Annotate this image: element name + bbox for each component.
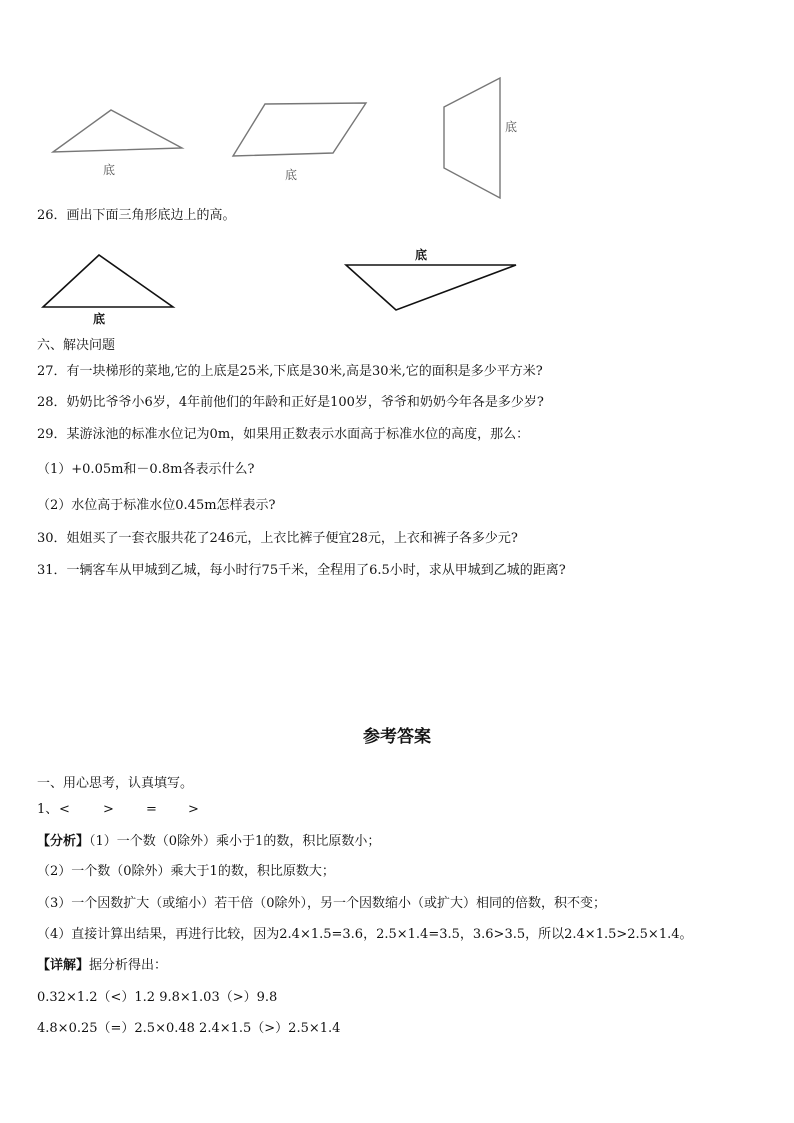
detail-tag: 【详解】 — [37, 958, 90, 973]
question-31: 31．一辆客车从甲城到乙城，每小时行75千米，全程用了6.5小时，求从甲城到乙城的距离? — [37, 563, 566, 578]
question-29-part-1: （1）+0.05m和－0.8m各表示什么? — [37, 462, 255, 477]
parallelogram-figure — [233, 103, 366, 156]
analysis-line-1 — [37, 834, 380, 850]
answer-1-mark-2: > — [103, 802, 114, 817]
triangle-figure — [53, 110, 182, 152]
analysis-tag: 【分析】 — [37, 834, 90, 849]
q26-figures — [0, 240, 794, 330]
analysis-line-4: （4）直接计算出结果，再进行比较，因为2.4×1.5=3.6，2.5×1.4=3.5，3.6>3.5，所以2.4×1.5>2.5×1.4。 — [37, 927, 693, 942]
q26-triangle-2-base-label: 底 — [415, 248, 428, 262]
parallelogram-base-label: 底 — [285, 168, 298, 182]
triangle-base-label: 底 — [103, 163, 116, 177]
result-line-2: 4.8×0.25（=）2.5×0.48 2.4×1.5（>）2.5×1.4 — [37, 1021, 341, 1036]
detail-line — [37, 958, 167, 974]
question-27: 27．有一块梯形的菜地,它的上底是25米,下底是30米,高是30米,它的面积是多少平方米? — [37, 364, 543, 379]
answer-1-mark-1: < — [59, 802, 70, 817]
answer-1-mark-3: = — [146, 802, 157, 817]
question-29-part-2: （2）水位高于标准水位0.45m怎样表示? — [37, 498, 276, 513]
trapezoid-base-label: 底 — [505, 120, 518, 134]
analysis-line-3: （3）一个因数扩大（或缩小）若干倍（0除外），另一个因数缩小（或扩大）相同的倍数，积不变； — [37, 896, 607, 911]
q26-triangle-1 — [43, 255, 173, 307]
answer-1-row — [37, 802, 337, 818]
answers-title: 参考答案 — [363, 727, 431, 747]
detail-text: 据分析得出： — [89, 958, 168, 973]
question-28: 28．奶奶比爷爷小6岁，4年前他们的年龄和正好是100岁，爷爷和奶奶今年各是多少岁? — [37, 395, 544, 410]
question-30: 30．姐姐买了一套衣服共花了246元，上衣比裤子便宜28元，上衣和裤子各多少元? — [37, 531, 518, 546]
q26-triangle-1-base-label: 底 — [93, 312, 106, 326]
analysis-line-2: （2）一个数（0除外）乘大于1的数，积比原数大； — [37, 864, 335, 879]
section-6-heading: 六、解决问题 — [37, 338, 116, 353]
q26-triangle-2 — [346, 265, 516, 310]
analysis-text-1: （1）一个数（0除外）乘小于1的数，积比原数小； — [89, 834, 381, 849]
question-29: 29．某游泳池的标准水位记为0m，如果用正数表示水面高于标准水位的高度，那么： — [37, 427, 530, 442]
trapezoid-figure — [444, 78, 500, 198]
top-figures — [0, 0, 794, 205]
answer-1-mark-4: > — [188, 802, 199, 817]
question-26: 26．画出下面三角形底边上的高。 — [37, 208, 236, 223]
answers-section-1: 一、用心思考，认真填写。 — [37, 776, 194, 791]
result-line-1: 0.32×1.2（<）1.2 9.8×1.03（>）9.8 — [37, 990, 278, 1005]
answer-1-label: 1、 — [37, 802, 59, 817]
